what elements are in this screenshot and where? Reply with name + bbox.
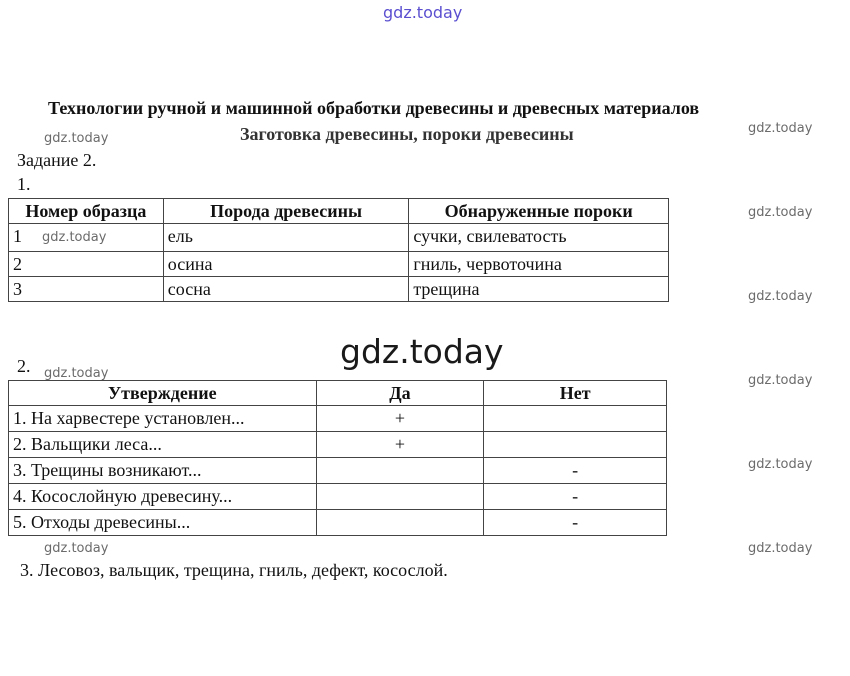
table-row [9, 510, 667, 536]
table-header-row [9, 381, 667, 406]
no-cell: - [484, 510, 667, 536]
table-row [9, 224, 669, 252]
watermark-small: gdz.today [748, 541, 813, 556]
watermark-top: gdz.today [383, 3, 463, 22]
table-row [9, 458, 667, 484]
statement-cell: 4. Косослойную древесину... [9, 484, 317, 510]
column-header: Номер образца [9, 199, 164, 224]
table-cell: ель [163, 224, 409, 252]
column-header: Порода древесины [163, 199, 409, 224]
no-cell: - [484, 484, 667, 510]
table-cell: сучки, свилеватость [409, 224, 669, 252]
part2-label: 2. [17, 356, 31, 376]
statement-cell: 3. Трещины возникают... [9, 458, 317, 484]
watermark-small: gdz.today [44, 541, 109, 556]
table-cell: гниль, червоточина [409, 252, 669, 277]
table-row [9, 432, 667, 458]
watermark-small: gdz.today [748, 457, 813, 472]
column-header: Утверждение [9, 381, 317, 406]
watermark-small: gdz.today [42, 230, 107, 245]
watermark-small: gdz.today [748, 205, 813, 220]
column-header: Нет [484, 381, 667, 406]
watermark-small: gdz.today [748, 373, 813, 388]
yes-cell [316, 458, 484, 484]
table-row [9, 252, 669, 277]
table-cell: 3 [9, 277, 164, 302]
table-row [9, 484, 667, 510]
column-header: Обнаруженные пороки [409, 199, 669, 224]
samples-table [8, 198, 669, 302]
yes-cell [316, 510, 484, 536]
statements-table [8, 380, 667, 536]
yes-cell: + [316, 406, 484, 432]
watermark-small: gdz.today [748, 289, 813, 304]
table-cell: осина [163, 252, 409, 277]
table-row [9, 277, 669, 302]
no-cell [484, 406, 667, 432]
no-cell [484, 432, 667, 458]
table-row [9, 406, 667, 432]
statement-cell: 1. На харвестере установлен... [9, 406, 317, 432]
table-header-row [9, 199, 669, 224]
sample-number: 1 [13, 226, 22, 246]
statement-cell: 2. Вальщики леса... [9, 432, 317, 458]
page-title: Технологии ручной и машинной обработки древесины и древесных материалов [48, 98, 700, 118]
no-cell: - [484, 458, 667, 484]
table-cell [9, 224, 164, 252]
task-label: Задание 2. [17, 150, 97, 170]
part1-label: 1. [17, 174, 31, 194]
table-cell: сосна [163, 277, 409, 302]
watermark-small: gdz.today [748, 121, 813, 136]
watermark-small: gdz.today [44, 131, 109, 146]
yes-cell [316, 484, 484, 510]
statement-cell: 5. Отходы древесины... [9, 510, 317, 536]
watermark-large: gdz.today [340, 332, 504, 371]
yes-cell: + [316, 432, 484, 458]
table-cell: трещина [409, 277, 669, 302]
part3-answer: 3. Лесовоз, вальщик, трещина, гниль, дефект, косослой. [20, 560, 448, 580]
column-header: Да [316, 381, 484, 406]
page-subtitle: Заготовка древесины, пороки древесины [240, 124, 574, 144]
table-cell: 2 [9, 252, 164, 277]
watermark-small: gdz.today [44, 366, 109, 381]
